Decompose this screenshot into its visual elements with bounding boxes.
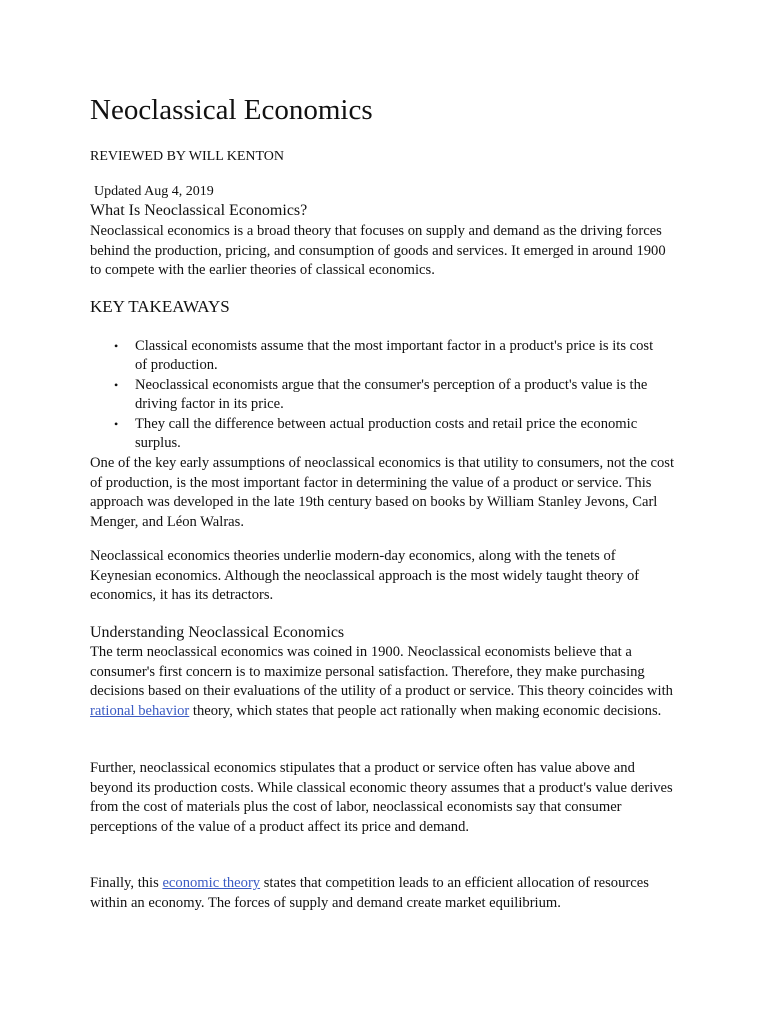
bullet-icon: • (114, 377, 119, 392)
bullet-icon: • (114, 339, 119, 353)
reviewer-byline: REVIEWED BY WILL KENTON (90, 149, 285, 164)
page-title: Neoclassical Economics (90, 94, 373, 126)
takeaway-text: They call the difference between actual production costs and retail price the economic surplus. (135, 415, 638, 452)
modern-economics-paragraph: Neoclassical economics theories underlie modern-day economics, along with the tenets of Keynesian economics. Although the neoclassical approach is the most widely taught theory of economics, it has its detractors. (90, 548, 640, 604)
economic-theory-link[interactable]: economic theory (162, 875, 261, 891)
section-heading-understanding: Understanding Neoclassical Economics (90, 624, 345, 641)
list-item (90, 415, 680, 454)
paragraph-text: states that competition leads to an efficient allocation of resources within an economy. The forces of supply and demand create market equilibrium. (90, 875, 649, 911)
paragraph-text: The term neoclassical economics was coined in 1900. Neoclassical economists believe that a consumer's first concern is to maximize personal satisfaction. Therefore, they make purchasing decisions based on their evaluations of the utility of a product or service. This theory coincides with (90, 644, 673, 700)
paragraph-text: Finally, this (90, 875, 163, 891)
list-item (90, 337, 680, 376)
rational-behavior-link[interactable]: rational behavior (90, 702, 190, 719)
takeaway-text: Neoclassical economists argue that the consumer's perception of a product's value is the driving factor in its price. (135, 376, 648, 413)
intro-paragraph: Neoclassical economics is a broad theory that focuses on supply and demand as the driving forces behind the production, pricing, and consumption of goods and services. It emerged in around 1900 to compete with the earlier theories of classical economics. (90, 223, 666, 279)
updated-date: Updated Aug 4, 2019 (94, 184, 214, 199)
utility-paragraph: One of the key early assumptions of neoclassical economics is that utility to consumers, not the cost of production, is the most important factor in determining the value of a product or service. This approach was developed in the late 19th century based on books by William Stanley Jevons, Carl Menger, and Léon Walras. (90, 455, 675, 530)
section-heading-what-is: What Is Neoclassical Economics? (90, 202, 308, 219)
understanding-paragraph (90, 643, 680, 721)
value-paragraph: Further, neoclassical economics stipulates that a product or service often has value above and beyond its production costs. While classical economic theory assumes that a product's value derives from the cost of materials plus the cost of labor, neoclassical economists say that consumer perceptions of the value of a product affect its price and demand. (90, 760, 673, 835)
paragraph-text: theory, which states that people act rationally when making economic decisions. (189, 702, 662, 719)
key-takeaways-list (90, 337, 680, 453)
competition-paragraph (90, 874, 680, 913)
list-item (90, 376, 680, 415)
bullet-icon: • (114, 416, 119, 431)
key-takeaways-heading: KEY TAKEAWAYS (90, 297, 230, 316)
takeaway-text: Classical economists assume that the most important factor in a product's price is its cost of production. (135, 338, 654, 374)
